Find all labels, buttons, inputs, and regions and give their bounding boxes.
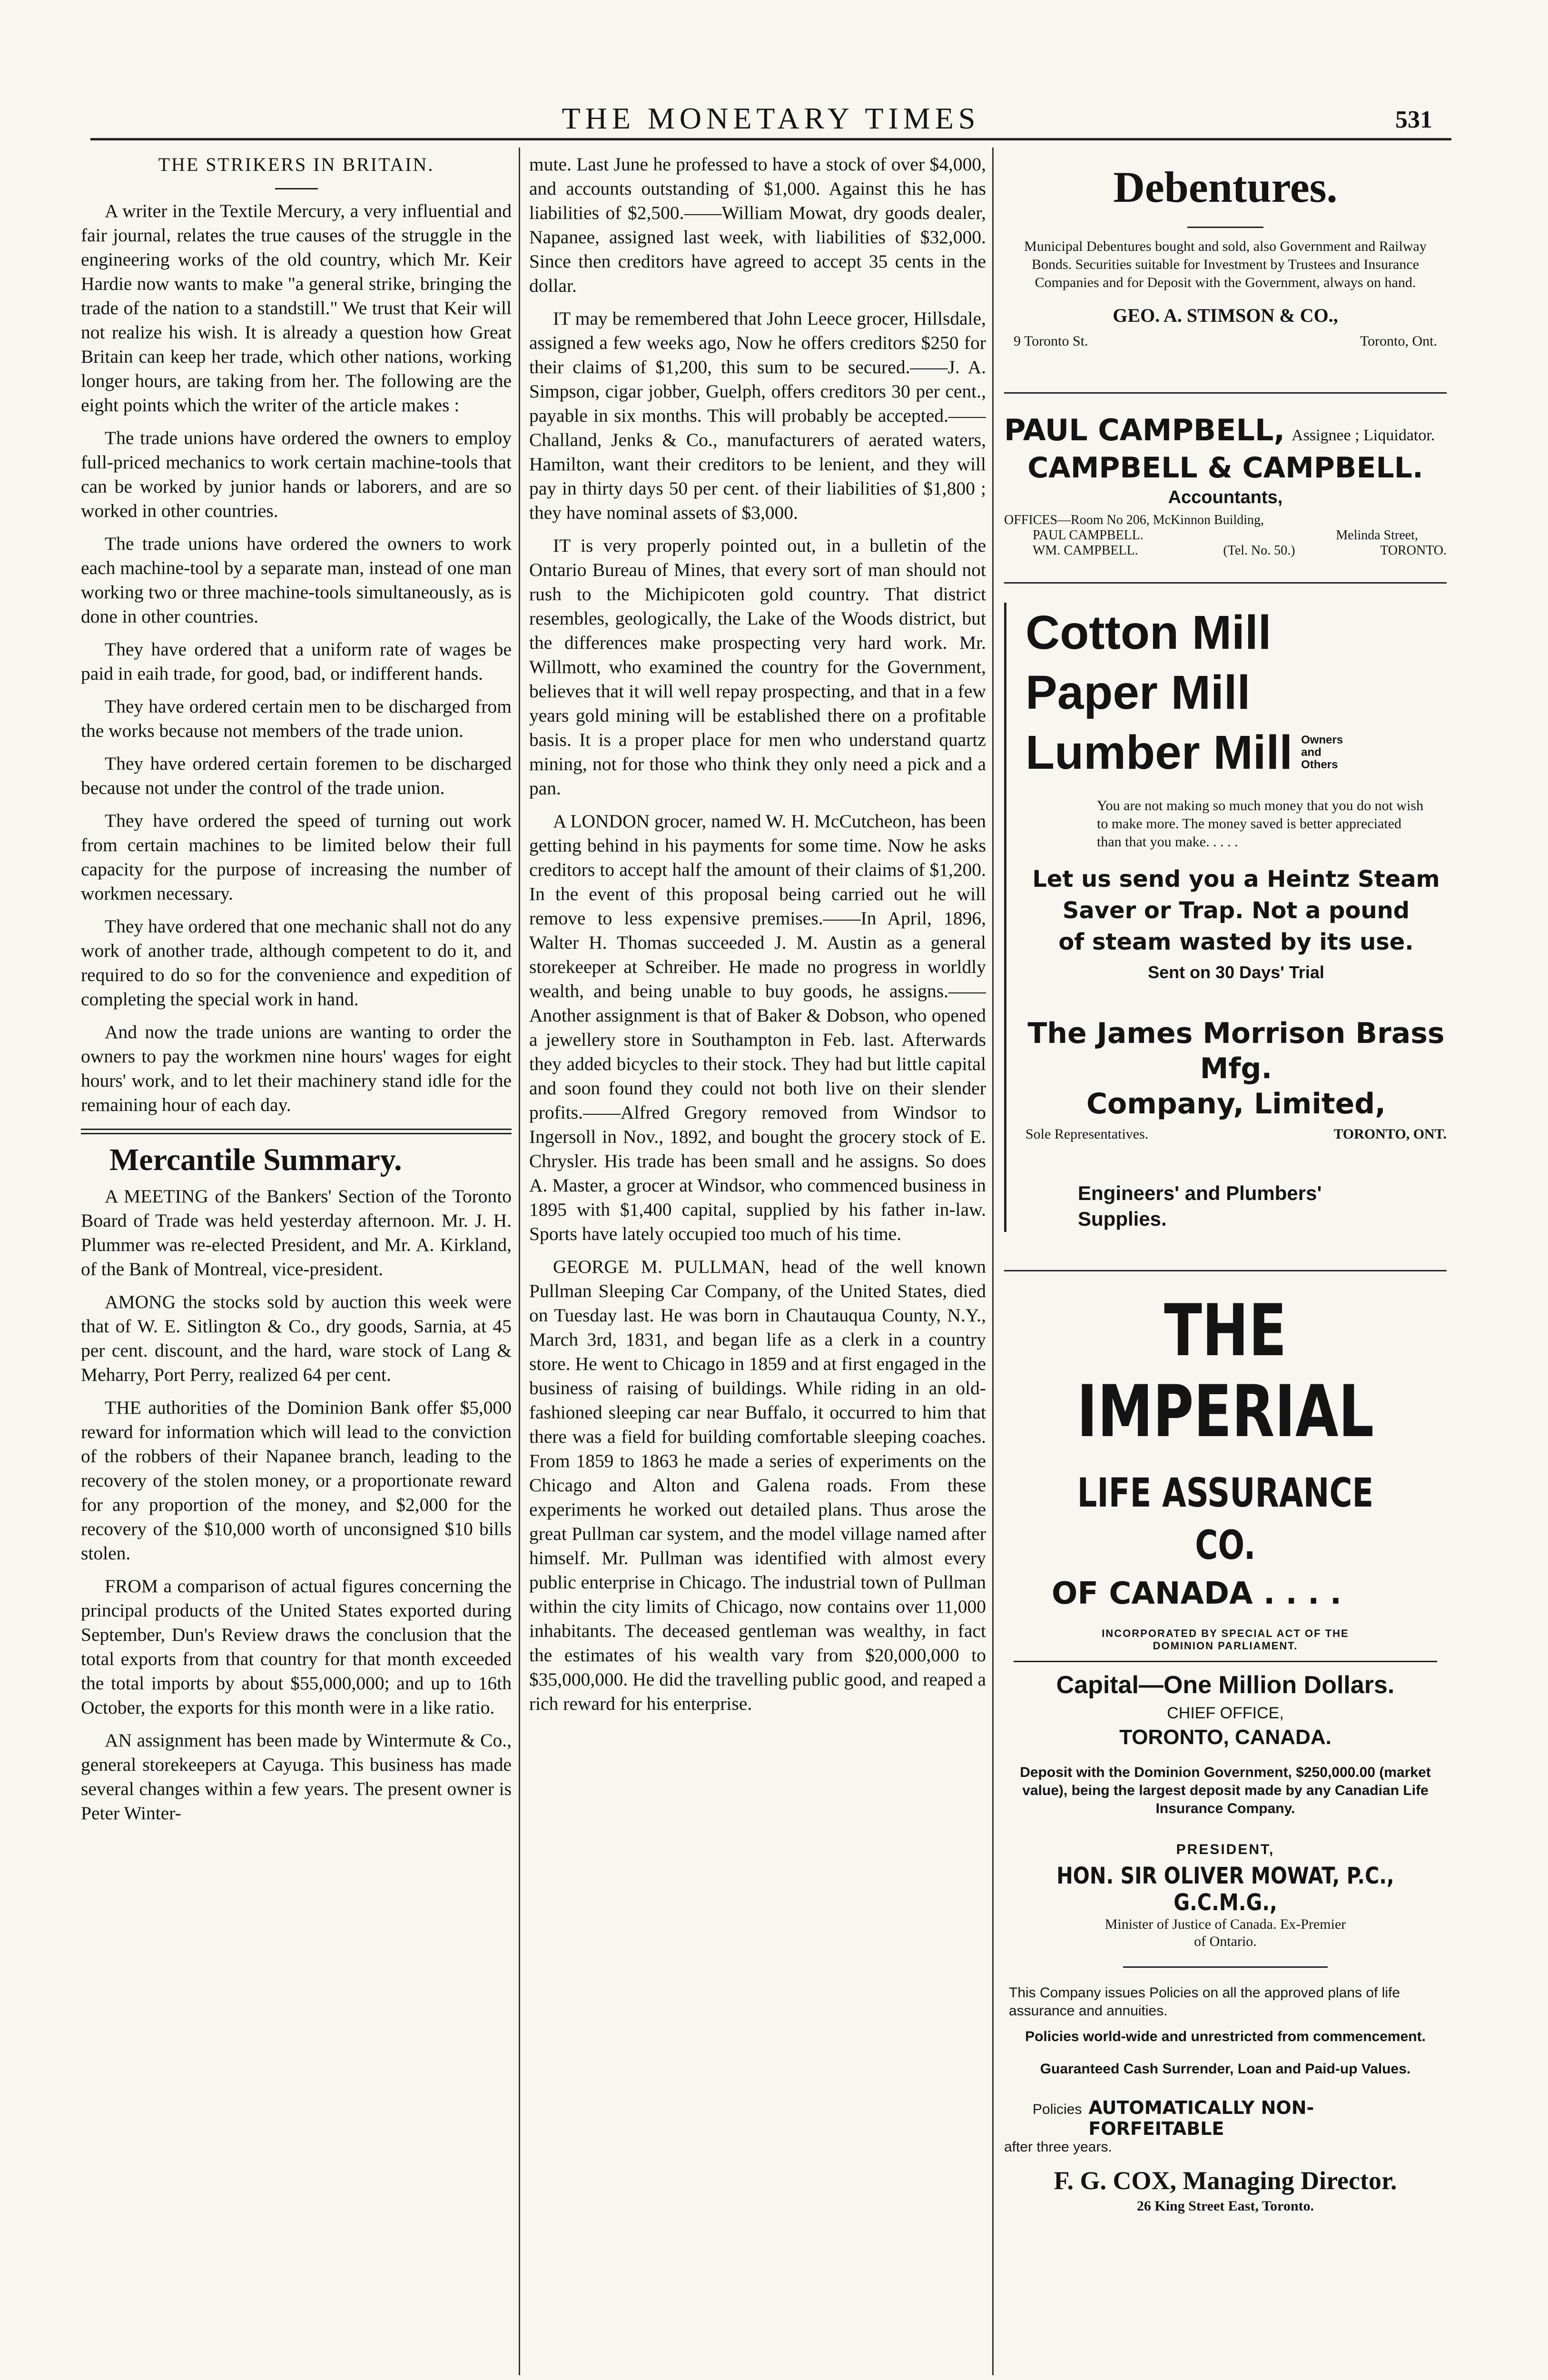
imperial-line2-text: LIFE ASSURANCE CO. — [1077, 1469, 1374, 1568]
imperial-line2 — [1004, 1467, 1447, 1571]
ad-divider — [1014, 1661, 1437, 1662]
policies-1: This Company issues Policies on all the approved plans of life assurance and annuities. — [1009, 1985, 1400, 2019]
pitch-line-3: of steam wasted by its use. — [1058, 929, 1414, 955]
pitch-line-1: Let us send you a Heintz Steam — [1032, 866, 1440, 892]
nonforfeit-text: AUTOMATICALLY NON-FORFEITABLE — [1088, 2097, 1314, 2139]
strikers-paragraph: And now the trade unions are wanting to order the owners to pay the workmen nine hours' wages for eight hours' work, and to let their machinery stand idle for the remaining hour of each day. — [81, 1021, 512, 1115]
supplies-line-2: Supplies. — [1078, 1208, 1167, 1230]
sole-representatives: Sole Representatives. — [1025, 1126, 1149, 1142]
president-name-text: HON. SIR OLIVER MOWAT, P.C., G.C.M.G., — [1056, 1863, 1394, 1916]
campbell-profession: Accountants, — [1168, 487, 1283, 507]
incorporated-line-1: INCORPORATED BY SPECIAL ACT OF THE — [1102, 1627, 1349, 1639]
chief-office: CHIEF OFFICE, — [1167, 1704, 1284, 1722]
heintz-pitch — [1025, 863, 1447, 958]
debentures-title: Debentures. — [1113, 163, 1338, 211]
short-rule — [275, 188, 318, 189]
president-name — [1004, 1863, 1447, 1916]
incorporated — [1004, 1627, 1447, 1652]
nonforfeit-line — [1033, 2097, 1447, 2139]
campbell-partner1: PAUL CAMPBELL. — [1033, 528, 1144, 543]
stimson-city: Toronto, Ont. — [1360, 333, 1437, 349]
mercantile-paragraph: GEORGE M. PULLMAN, head of the well known Pullman Sleeping Car Company, of the United States, died on Tuesday last. He was born in Chautauqua County, N.Y., March 3rd, 1831, and began life as a clerk in a country store. He went to Chicago in 1859 and at first engaged in the business of raising of buildings. While riding in an old-fashioned sleeping car near Buffalo, it occurred to him that there was a field for building comfortable sleeping coaches. From 1859 to 1863 he made a series of experiments on the Chicago and Alton and Galena roads. From these experiments he worked out detailed plans. Thus arose the great Pullman car system, and the model village named after himself. Mr. Pullman was identified with almost every public enterprise in Chicago. The industrial town of Pullman within the city limits of Chicago, now contains over 11,000 inhabitants. The deceased gentleman was wealthy, in fact the estimates of his wealth vary from $20,000,000 to $35,000,000. He did the travelling public good, and reaped a rich reward for his enterprise. — [529, 1256, 986, 1714]
president-title — [1004, 1916, 1447, 1950]
stimson-street: 9 Toronto St. — [1014, 333, 1088, 349]
ad-divider — [1004, 1270, 1447, 1271]
mercantile-paragraph: FROM a comparison of actual figures concerning the principal products of the United States exported during September, Dun's Review draws the conclusion that the total exports from that country for that month exceeded the total imports by about $55,000,000; and up to 16th October, the exports for this month were in a like ratio. — [81, 1576, 512, 1718]
masthead — [90, 101, 1451, 139]
mercantile-paragraph: IT is very properly pointed out, in a bulletin of the Ontario Bureau of Mines, that every sort of man should not rush to the Michipicoten gold country. That district resembles, geologically, the Lake of the Woods district, but the differences make prospecting very hard work. Mr. Willmott, who examined the country for the Government, believes that it will well repay prospecting, and that in a few years gold mining will be established there on a profitable basis. It is a proper place for men who understand quartz mining, not for those who think they only need a pick and a pan. — [529, 535, 986, 799]
mercantile-paragraph: A MEETING of the Bankers' Section of the Toronto Board of Trade was held yesterday afternoon. Mr. J. H. Plummer was re-elected President, and Mr. A. Kirkland, of the Bank of Montreal, vice-president. — [81, 1186, 512, 1279]
mercantile-heading: Mercantile Summary. — [109, 1142, 402, 1177]
and-word: and — [1301, 746, 1321, 759]
supplies-line-1: Engineers' and Plumbers' — [1078, 1182, 1322, 1204]
morrison-city: TORONTO, ONT. — [1333, 1126, 1447, 1142]
mercantile-column-2 — [529, 152, 986, 1716]
lumber-mill-line — [1025, 723, 1447, 783]
mercantile-paragraph: mute. Last June he professed to have a stock of over $4,000, and accounts outstanding of $1,000. Against this he has liabilities of $2,500.——William Mowat, dry goods dealer, Napanee, assigned last week, with liabilities of $32,000. Since then creditors have agreed to accept 35 cents in the dollar. — [529, 154, 986, 296]
supplies-text — [1078, 1180, 1447, 1232]
strikers-heading: THE STRIKERS IN BRITAIN. — [158, 154, 434, 175]
strikers-paragraph: They have ordered that a uniform rate of wages be paid in eaih trade, for good, bad, or indifferent hands. — [81, 639, 512, 684]
imperial-city: TORONTO, CANADA. — [1119, 1726, 1331, 1749]
advertisement-column — [1004, 152, 1447, 2214]
pitch-line-2: Saver or Trap. Not a pound — [1062, 897, 1410, 924]
masthead-title: THE MONETARY TIMES — [562, 101, 980, 135]
imperial-address: 26 King Street East, Toronto. — [1136, 2198, 1314, 2214]
campbell-line2 — [1004, 528, 1447, 543]
ad-divider — [1004, 392, 1447, 394]
president-title-2: of Ontario. — [1194, 1934, 1257, 1949]
morrison-footer — [1025, 1126, 1447, 1142]
president-title-1: Minister of Justice of Canada. Ex-Premier — [1104, 1916, 1346, 1932]
campbell-firm: CAMPBELL & CAMPBELL. — [1027, 451, 1423, 485]
campbell-ad — [1004, 413, 1447, 558]
column-1 — [81, 152, 512, 2332]
imperial-ad — [1004, 1290, 1447, 2214]
campbell-offices: OFFICES—Room No 206, McKinnon Building, — [1004, 513, 1264, 527]
campbell-tel: (Tel. No. 50.) — [1223, 543, 1295, 558]
imperial-deposit: Deposit with the Dominion Government, $250,000.00 (market value), being the largest deposit made by any Canadian Life Insurance Company. — [1020, 1765, 1431, 1816]
president-label: PRESIDENT, — [1176, 1842, 1275, 1857]
debentures-ad — [1004, 162, 1447, 349]
strikers-paragraph: They have ordered certain foremen to be discharged because not under the control of the trade union. — [81, 753, 512, 798]
heintz-ad — [1004, 603, 1447, 1232]
imperial-line3: OF CANADA . . . . — [1052, 1576, 1342, 1611]
stimson-firm: GEO. A. STIMSON & CO., — [1113, 305, 1338, 326]
ad-divider — [1123, 1966, 1328, 1968]
strikers-paragraph: They have ordered certain men to be discharged from the works because not members of the trade union. — [81, 696, 512, 741]
masthead-rule — [90, 138, 1451, 140]
ad-divider — [1004, 582, 1447, 584]
campbell-name-line — [1004, 413, 1447, 447]
mercantile-paragraph: AN assignment has been made by Wintermute & Co., general storekeepers at Cayuga. This business has made several changes within a few years. The present owner is Peter Winter- — [81, 1730, 512, 1824]
campbell-partner2: WM. CAMPBELL. — [1033, 543, 1138, 558]
managing-director: F. G. COX, Managing Director. — [1054, 2166, 1397, 2195]
campbell-street: Melinda Street, — [1336, 528, 1418, 543]
mercantile-column-1 — [81, 1184, 512, 1825]
imperial-title — [1004, 1290, 1447, 1452]
strikers-paragraph: They have ordered that one mechanic shall not do any work of another trade, although competent to do it, and required to do so for the convenience and expedition of completing the special work in hand. — [81, 916, 512, 1010]
mercantile-paragraph: THE authorities of the Dominion Bank offer $5,000 reward for information which will lead to the conviction of the robbers of their Napanee branch, leading to the recovery of the stolen money, or a proportionate reward for any proportion of the money, and $2,000 for the recovery of the $10,000 worth of unconsigned $10 bills stolen. — [81, 1397, 512, 1564]
heintz-body: You are not making so much money that you do not wish to make more. The money saved is better appreciated than that you make. . . . . — [1097, 798, 1424, 850]
heintz-trial: Sent on 30 Days' Trial — [1148, 962, 1324, 982]
column-rule-2 — [992, 148, 994, 2375]
campbell-name: PAUL CAMPBELL, — [1004, 413, 1285, 447]
imperial-title-text: THE IMPERIAL — [1076, 1289, 1374, 1453]
campbell-city: TORONTO. — [1380, 543, 1447, 558]
paper-mill: Paper Mill — [1025, 666, 1251, 719]
policies-2: Policies world-wide and unrestricted from commencement. — [1025, 2029, 1426, 2044]
others-word: Others — [1301, 758, 1338, 771]
page-number: 531 — [1395, 106, 1432, 133]
imperial-capital: Capital—One Million Dollars. — [1056, 1671, 1395, 1699]
debentures-body: Municipal Debentures bought and sold, also Government and Railway Bonds. Securities suitable for Investment by Trustees and Insurance Companies and for Deposit with the Government, always on hand. — [1024, 238, 1427, 290]
guaranteed-values: Guaranteed Cash Surrender, Loan and Paid-up Values. — [1040, 2061, 1411, 2077]
mercantile-paragraph: AMONG the stocks sold by auction this week were that of W. E. Sitlington & Co., dry goods, Sarnia, at 45 per cent. discount, and the hard, ware stock of Lang & Meharry, Port Perry, realized 64 per cent. — [81, 1291, 512, 1385]
owners-label — [1301, 734, 1343, 771]
column-2 — [529, 152, 986, 2332]
morrison-line-2: Company, Limited, — [1086, 1087, 1386, 1121]
cotton-mill: Cotton Mill — [1025, 606, 1272, 659]
incorporated-line-2: DOMINION PARLIAMENT. — [1153, 1640, 1298, 1652]
policies-label: Policies — [1033, 2102, 1082, 2117]
after-years: after three years. — [1004, 2139, 1112, 2155]
strikers-paragraph: A writer in the Textile Mercury, a very influential and fair journal, relates the true causes of the struggle in the engineering works of the old country, which Mr. Keir Hardie now wants to make "a general strike, bringing the trade of the nation to a standstill." We trust that Keir will not realize his wish. It is already a question how Great Britain can keep her trade, which other nations, working longer hours, are taking from her. The following are the eight points which the writer of the article makes : — [81, 200, 512, 416]
section-rule — [81, 1129, 512, 1134]
campbell-line3 — [1004, 543, 1447, 558]
strikers-paragraph: The trade unions have ordered the owners to employ full-priced mechanics to work certain machine-tools that can be worked by junior hands or laborers, and are so worked in other countries. — [81, 427, 512, 521]
column-rule-1 — [519, 148, 520, 2375]
mercantile-paragraph: A LONDON grocer, named W. H. McCutcheon, has been getting behind in his payments for some time. Now he asks creditors to accept half the amount of their claims of $1,200. In the event of this proposal being carried out he will remove to less expensive premises.——In April, 1896, Walter H. Thomas succeeded J. M. Austin as a general storekeeper at Schreiber. He made no progress in worldly wealth, and being unable to buy goods, he assigns.——Another assignment is that of Baker & Dobson, who opened a jewellery store in Southampton in Feb. last. Afterwards they added bicycles to their stock. They had but little capital and soon found they could not both live on their slender profits.——Alfred Gregory removed from Windsor to Ingersoll in Nov., 1892, and bought the grocery stock of E. Chrysler. His trade has been small and he assigns. So does A. Master, a grocer at Windsor, who commenced business in 1895 with $1,400 capital, supplied by his father in-law. Sports have lately occupied too much of his time. — [529, 811, 986, 1244]
strikers-article — [81, 199, 512, 1117]
owners-word: Owners — [1301, 734, 1343, 746]
lumber-mill: Lumber Mill — [1025, 726, 1293, 779]
morrison-line-1: The James Morrison Brass Mfg. — [1027, 1017, 1445, 1085]
morrison-company — [1025, 1016, 1447, 1121]
strikers-paragraph: The trade unions have ordered the owners to work each machine-tool by a separate man, instead of one man working two or three machine-tools simultaneously, as is done in other countries. — [81, 533, 512, 627]
mercantile-paragraph: IT may be remembered that John Leece grocer, Hillsdale, assigned a few weeks ago, Now he offers creditors $250 for their claims of $1,200, this sum to be secured.——J. A. Simpson, cigar jobber, Guelph, offers creditors 30 per cent., payable in six months. This will probably be accepted.——Challand, Jenks & Co., manufacturers of aerated waters, Hamilton, want their creditors to be lenient, and they will pay in thirty days 50 per cent. of their liabilities of $1,800 ; they have nominal assets of $3,000. — [529, 308, 986, 523]
strikers-paragraph: They have ordered the speed of turning out work from certain machines to be limited below their full capacity for the purpose of increasing the number of workmen necessary. — [81, 810, 512, 904]
campbell-role: Assignee ; Liquidator. — [1292, 426, 1435, 444]
stimson-address — [1014, 333, 1437, 349]
short-rule — [1187, 227, 1263, 228]
